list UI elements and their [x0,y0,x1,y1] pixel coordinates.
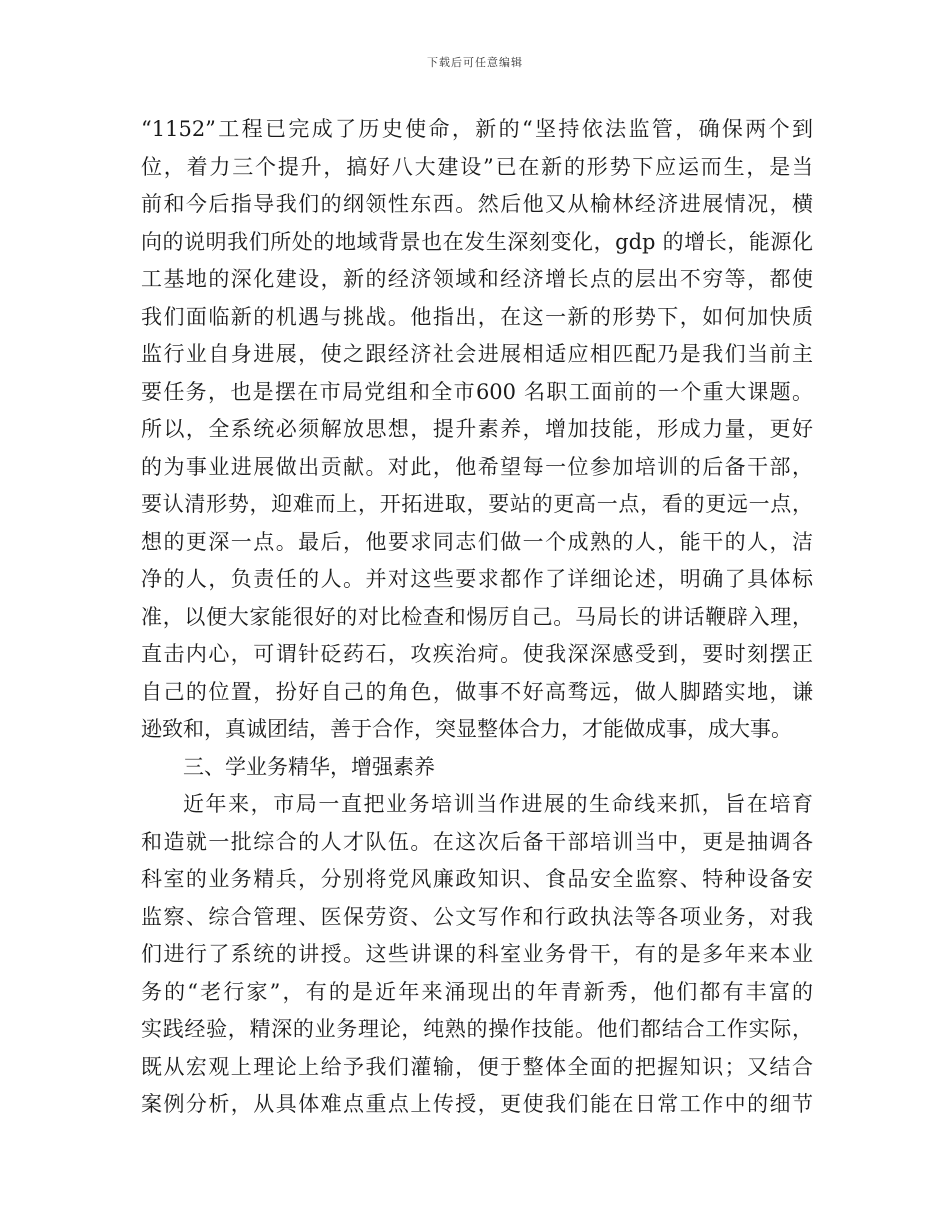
page-header: 下载后可任意编辑 [427,56,523,69]
paragraph-line: 科室的业务精兵，分别将党风廉政知识、食品安全监察、特种设备安 [141,867,813,891]
paragraph-line: 位，着力三个提升，搞好八大建设”已在新的形势下应运而生，是当 [141,154,813,179]
paragraph-line: 和造就一批综合的人才队伍。在这次后备干部培训当中，更是抽调各 [141,829,813,854]
paragraph-line: 我们面临新的机遇与挑战。他指出，在这一新的形势下，如何加快质 [141,304,813,329]
paragraph-line: 近年来，市局一直把业务培训当作进展的生命线来抓，旨在培育 [183,792,813,816]
paragraph-line: 自己的位置，扮好自己的角色，做事不好高骛远，做人脚踏实地，谦 [141,679,813,704]
paragraph-line: 向的说明我们所处的地域背景也在发生深刻变化，gdp 的增长，能源化 [141,229,813,254]
paragraph-line: 工基地的深化建设，新的经济领域和经济增长点的层出不穷等，都使 [141,267,813,291]
paragraph-line: 的为事业进展做出贡献。对此，他希望每一位参加培训的后备干部， [141,454,813,479]
paragraph-line: 准，以便大家能很好的对比检查和惕厉自己。马局长的讲话鞭辟入理， [141,604,813,629]
paragraph-line: 要任务，也是摆在市局党组和全市600 名职工面前的一个重大课题。 [141,379,813,404]
paragraph-line: 实践经验，精深的业务理论，纯熟的操作技能。他们都结合工作实际， [141,1017,813,1041]
paragraph-line: 逊致和，真诚团结，善于合作，突显整体合力，才能做成事，成大事。 [141,717,792,741]
paragraph-line: 监察、综合管理、医保劳资、公文写作和行政执法等各项业务，对我 [141,904,813,929]
paragraph-line: 既从宏观上理论上给予我们灌输，便于整体全面的把握知识；又结合 [141,1054,813,1079]
paragraph-line: “1152”工程已完成了历史使命，新的“坚持依法监管，确保两个到 [141,117,813,141]
paragraph-line: 所以，全系统必须解放思想，提升素养，增加技能，形成力量，更好 [141,417,813,441]
section-heading: 三、学业务精华，增强素养 [183,754,435,779]
body-text [141,111,813,1124]
paragraph-line: 要认清形势，迎难而上，开拓进取，要站的更高一点，看的更远一点， [141,492,813,516]
paragraph-line: 直击内心，可谓针砭药石，攻疾治疴。使我深深感受到，要时刻摆正 [141,642,813,666]
paragraph-line: 务的“老行家”，有的是近年来涌现出的年青新秀，他们都有丰富的 [141,979,813,1004]
paragraph-line: 监行业自身进展，使之跟经济社会进展相适应相匹配乃是我们当前主 [141,342,813,366]
paragraph-line: 想的更深一点。最后，他要求同志们做一个成熟的人，能干的人，洁 [141,529,813,554]
paragraph-line: 前和今后指导我们的纲领性东西。然后他又从榆林经济进展情况，横 [141,192,813,216]
paragraph-line: 们进行了系统的讲授。这些讲课的科室业务骨干，有的是多年来本业 [141,942,813,966]
paragraph-line: 净的人，负责任的人。并对这些要求都作了详细论述，明确了具体标 [141,567,813,591]
paragraph-line: 案例分析，从具体难点重点上传授，更使我们能在日常工作中的细节 [141,1092,813,1116]
